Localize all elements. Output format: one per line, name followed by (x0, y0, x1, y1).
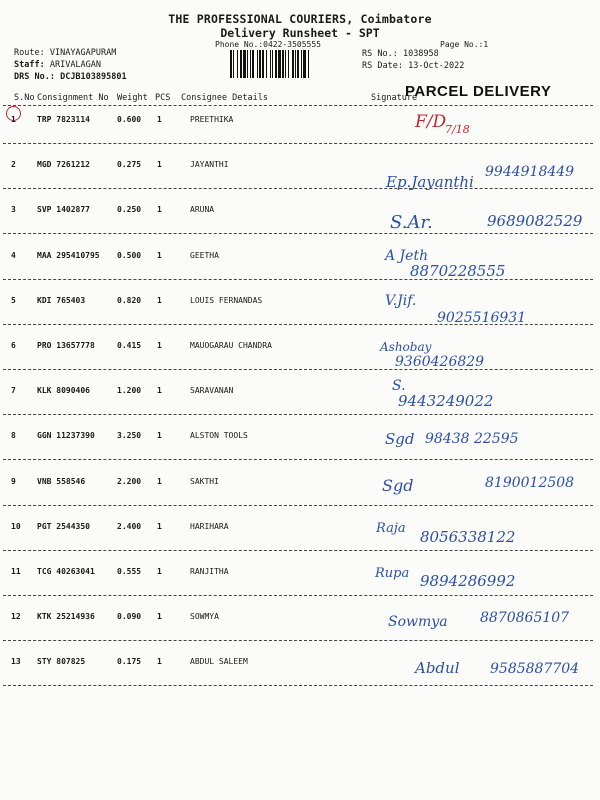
col-pcs: PCS (155, 93, 171, 103)
row-sno: 13 (11, 657, 21, 667)
rs-no-label: RS No.: (362, 49, 398, 59)
rs-date-line (362, 61, 464, 71)
barcode-bar (230, 50, 232, 78)
handwritten-signature: Abdul (415, 659, 460, 678)
col-signature: Signature (371, 93, 418, 103)
handwritten-phone: 8190012508 (485, 474, 575, 491)
row-divider (3, 324, 593, 325)
barcode-bar (285, 50, 286, 78)
row-divider (3, 459, 593, 460)
row-sno: 6 (11, 341, 16, 350)
handwritten-signature: Ashobay (380, 340, 432, 354)
row-weight: 3.250 (117, 431, 142, 441)
row-consignment-no: VNB 558546 (37, 476, 86, 486)
row-consignment-no: KDI 765403 (37, 295, 86, 305)
handwritten-signature: S. (392, 378, 406, 395)
drs-label: DRS No.: (14, 72, 55, 82)
runsheet-subtitle: Delivery Runsheet - SPT (220, 26, 380, 40)
row-divider (3, 233, 593, 234)
row-sno: 11 (11, 567, 21, 576)
row-consignee: ABDUL SALEEM (190, 657, 248, 667)
row-divider (3, 188, 593, 189)
barcode-bar (288, 50, 289, 78)
row-consignee: PREETHIKA (190, 115, 234, 124)
handwritten-signature: F/D (415, 112, 447, 132)
rs-no-value: 1038958 (402, 49, 439, 59)
row-consignment-no: KLK 8090406 (37, 386, 90, 396)
row-weight: 2.200 (117, 476, 142, 486)
row-pcs: 1 (157, 476, 162, 486)
row-pcs: 1 (157, 295, 162, 305)
row-divider (3, 505, 593, 506)
row-consignment-no: MAA 295410795 (37, 250, 100, 260)
handwritten-phone: 8870228555 (410, 261, 506, 280)
row-consignment-no: TRP 7823114 (37, 115, 90, 124)
handwritten-phone: 9025516931 (437, 309, 527, 326)
row-weight: 0.415 (117, 341, 142, 350)
row-consignment-no: GGN 11237390 (37, 431, 95, 441)
rs-date-label: RS Date: (362, 61, 403, 71)
handwritten-signature: Sowmya (388, 614, 448, 631)
row-consignee: SARAVANAN (190, 386, 234, 396)
row-consignment-no: PGT 2544350 (37, 521, 90, 531)
barcode-image (230, 50, 358, 78)
barcode-bar (237, 50, 238, 78)
handwritten-phone: 9360426829 (395, 354, 485, 370)
handwritten-phone: 8870865107 (480, 610, 570, 627)
barcode-bar (270, 50, 271, 78)
handwritten-signature: S.Ar. (390, 212, 433, 234)
row-consignment-no: PRO 13657778 (37, 341, 95, 350)
row-consignment-no: KTK 25214936 (37, 612, 95, 622)
row-consignee: MAUOGARAU CHANDRA (190, 341, 272, 350)
handwritten-signature: Rupa (375, 566, 410, 581)
staff-line (14, 60, 101, 70)
handwritten-phone: 9689082529 (487, 212, 583, 231)
barcode-bar (259, 50, 261, 78)
row-divider (3, 143, 593, 144)
row-sno: 1 (11, 115, 16, 124)
barcode-bar (266, 50, 267, 78)
barcode-bar (247, 50, 248, 78)
row-sno: 4 (11, 250, 16, 260)
route-line (14, 48, 116, 58)
col-consignee: Consignee Details (181, 93, 268, 103)
barcode-bar (278, 50, 281, 78)
row-weight: 0.090 (117, 612, 142, 622)
row-weight: 0.600 (117, 115, 142, 124)
handwritten-signature: V.Jif. (385, 292, 417, 309)
row-pcs: 1 (157, 250, 162, 260)
row-consignee: SOWMYA (190, 612, 219, 622)
route-value: VINAYAGAPURAM (49, 48, 117, 58)
row-sno: 5 (11, 295, 16, 305)
row-divider (3, 640, 593, 641)
handwritten-signature: A Jeth (385, 247, 429, 264)
rs-date-value: 13-Oct-2022 (408, 61, 465, 71)
row-pcs: 1 (157, 160, 162, 170)
row-consignee: RANJITHA (190, 567, 229, 576)
handwritten-phone: 98438 22595 (425, 431, 519, 448)
row-consignment-no: SVP 1402877 (37, 205, 90, 215)
barcode-bar (233, 50, 234, 78)
row-consignee: JAYANTHI (190, 160, 229, 170)
row-divider (3, 279, 593, 280)
barcode-bar (303, 50, 306, 78)
header-divider (3, 105, 593, 106)
handwritten-signature: Sgd (382, 475, 414, 495)
barcode-bar (257, 50, 258, 78)
barcode-bar (250, 50, 251, 78)
route-label: Route: (14, 48, 45, 58)
barcode-bar (240, 50, 242, 78)
row-weight: 1.200 (117, 386, 142, 396)
barcode-bar (272, 50, 273, 78)
staff-label: Staff: (14, 60, 45, 70)
row-weight: 0.555 (117, 567, 142, 576)
col-weight: Weight (117, 93, 148, 103)
handwritten-signature: Raja (376, 520, 406, 536)
row-divider (3, 685, 593, 686)
barcode-bar (282, 50, 284, 78)
barcode-bar (275, 50, 277, 78)
row-weight: 0.275 (117, 160, 142, 170)
row-sno: 7 (11, 386, 16, 396)
handwritten-phone: 9944918449 (485, 164, 575, 181)
row-pcs: 1 (157, 612, 162, 622)
page-number: Page No.:1 (440, 40, 489, 49)
row-consignee: SAKTHI (190, 476, 219, 486)
barcode-bar (292, 50, 294, 78)
row-consignment-no: TCG 40263041 (37, 567, 95, 576)
row-pcs: 1 (157, 341, 162, 350)
runsheet-title: THE PROFESSIONAL COURIERS, Coimbatore (168, 12, 432, 26)
row-weight: 0.175 (117, 657, 142, 667)
barcode-bar (243, 50, 246, 78)
row-weight: 2.400 (117, 521, 142, 531)
row-consignee: GEETHA (190, 250, 219, 260)
handwritten-signature: Sgd (385, 430, 415, 449)
row-divider (3, 369, 593, 370)
col-consignment: Consignment No (37, 93, 109, 103)
row-weight: 0.500 (117, 250, 142, 260)
drs-line (14, 72, 127, 82)
row-consignee: ALSTON TOOLS (190, 431, 248, 441)
barcode-bar (252, 50, 254, 78)
barcode-bar (295, 50, 296, 78)
parcel-delivery-stamp: PARCEL DELIVERY (405, 83, 552, 100)
row-pcs: 1 (157, 567, 162, 576)
barcode-bar (301, 50, 302, 78)
row-pcs: 1 (157, 115, 162, 124)
barcode-bar (308, 50, 309, 78)
handwritten-phone: 9894286992 (420, 572, 516, 590)
row-divider (3, 595, 593, 596)
handwritten-phone: 9585887704 (490, 661, 580, 678)
row-consignee: HARIHARA (190, 521, 229, 531)
row-consignment-no: STY 807825 (37, 657, 86, 667)
row-sno: 12 (11, 612, 21, 622)
staff-value: ARIVALAGAN (49, 60, 102, 70)
row-sno: 8 (11, 431, 16, 441)
handwritten-phone: 7/18 (445, 123, 470, 136)
row-pcs: 1 (157, 431, 162, 441)
row-consignment-no: MGD 7261212 (37, 160, 90, 170)
handwritten-phone: 9443249022 (398, 392, 494, 411)
row-sno: 3 (11, 205, 16, 215)
barcode-bar (262, 50, 264, 78)
drs-value: DCJB103895801 (60, 72, 127, 82)
row-pcs: 1 (157, 521, 162, 531)
row-pcs: 1 (157, 205, 162, 215)
row-sno: 2 (11, 160, 16, 170)
row-divider (3, 550, 593, 551)
row-divider (3, 414, 593, 415)
row-pcs: 1 (157, 386, 162, 396)
handwritten-signature: Ep.Jayanthi (386, 173, 474, 192)
phone-number: Phone No.:0422-3505555 (215, 40, 321, 49)
row-pcs: 1 (157, 657, 162, 667)
barcode-bar (297, 50, 299, 78)
rs-no-line (362, 49, 439, 59)
col-sno: S.No (14, 93, 35, 103)
row-sno: 9 (11, 476, 16, 486)
row-consignee: ARUNA (190, 205, 215, 215)
row-sno: 10 (11, 521, 21, 531)
handwritten-phone: 8056338122 (420, 527, 516, 546)
row-weight: 0.820 (117, 295, 142, 305)
row-consignee: LOUIS FERNANDAS (190, 295, 263, 305)
row-weight: 0.250 (117, 205, 142, 215)
